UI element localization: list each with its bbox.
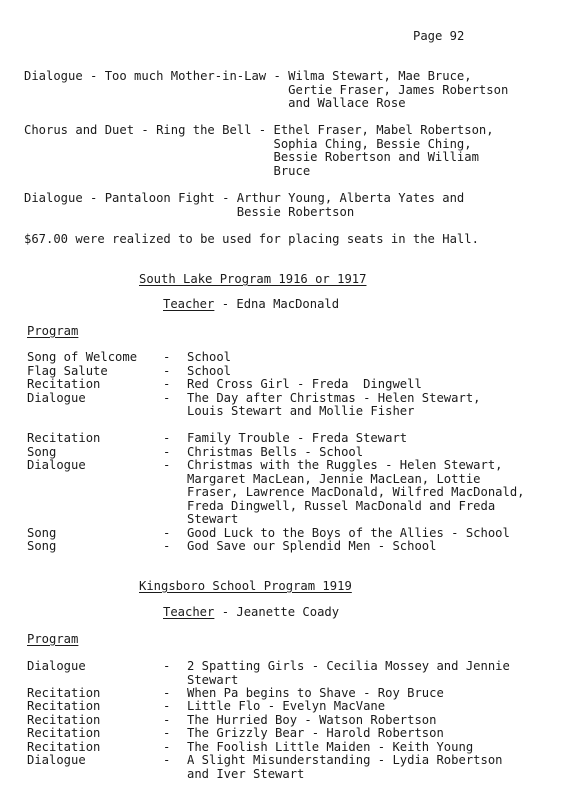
row-category: Recitation: [27, 377, 101, 391]
row-category: Recitation: [27, 431, 101, 445]
row-line: Little Flo - Evelyn MacVane: [187, 699, 386, 713]
program-row: [27, 700, 574, 714]
row-line: The Day after Christmas - Helen Stewart,: [187, 390, 481, 405]
row-category: Song: [27, 539, 57, 553]
entry-line: Bruce: [273, 163, 311, 178]
teacher-label: Teacher: [163, 297, 215, 311]
row-category: Song of Welcome: [27, 350, 138, 364]
program-row: [27, 741, 574, 755]
program-label: Program: [27, 324, 79, 338]
row-line: A Slight Misunderstanding - Lydia Robertson: [187, 753, 503, 767]
program-row: [27, 687, 574, 701]
teacher-label: Teacher: [163, 605, 215, 619]
row-line: When Pa begins to Shave - Roy Bruce: [187, 685, 444, 700]
row-line: The Foolish Little Maiden - Keith Young: [187, 739, 474, 754]
row-dash: -: [163, 539, 171, 553]
row-category: Dialogue: [27, 659, 86, 673]
teacher-line: [163, 298, 339, 312]
row-dash: -: [163, 458, 171, 472]
teacher-name: - Edna MacDonald: [214, 297, 340, 311]
program-row: [27, 459, 574, 527]
row-category: Dialogue: [27, 753, 86, 767]
teacher-name: - Jeanette Coady: [214, 605, 340, 619]
entry-lead: Chorus and Duet - Ring the Bell -: [24, 123, 274, 137]
row-category: Recitation: [27, 685, 101, 700]
row-category: Recitation: [27, 726, 101, 740]
program-row: [27, 540, 574, 554]
program-entry: [24, 192, 570, 219]
page-number: Page 92: [413, 29, 465, 43]
row-dash: -: [163, 753, 171, 767]
row-line: Louis Stewart and Mollie Fisher: [187, 404, 415, 418]
row-category: Dialogue: [27, 390, 86, 405]
row-category: Recitation: [27, 699, 101, 713]
row-dash: -: [163, 739, 171, 754]
program-row: [27, 365, 574, 379]
entry-lead: Dialogue - Pantaloon Fight -: [24, 191, 237, 205]
row-line: Freda Dingwell, Russel MacDonald and Freda: [187, 498, 496, 513]
row-dash: -: [163, 444, 171, 459]
row-line: Fraser, Lawrence MacDonald, Wilfred MacDonald,: [187, 485, 525, 499]
row-line: 2 Spatting Girls - Cecilia Mossey and Jennie: [187, 659, 510, 673]
program-row: [27, 727, 574, 741]
program-row: [27, 378, 574, 392]
row-line: Family Trouble - Freda Stewart: [187, 431, 408, 445]
section-heading-kingsboro: Kingsboro School Program 1919: [139, 579, 352, 593]
row-dash: -: [163, 525, 171, 540]
program-entry: [24, 124, 570, 178]
row-category: Recitation: [27, 739, 101, 754]
program-row: [27, 351, 574, 365]
row-dash: -: [163, 350, 171, 364]
program-row: [27, 527, 574, 541]
row-dash: -: [163, 363, 171, 378]
row-dash: -: [163, 431, 171, 445]
row-line: Stewart: [187, 672, 239, 687]
entry-line: Wilma Stewart, Mae Bruce,: [288, 69, 472, 83]
row-dash: -: [163, 390, 171, 405]
row-line: Christmas Bells - School: [187, 444, 364, 459]
row-line: Stewart: [187, 512, 239, 526]
row-dash: -: [163, 726, 171, 740]
entry-line: Bessie Robertson: [236, 204, 355, 219]
program-row: [27, 392, 574, 419]
row-dash: -: [163, 712, 171, 727]
row-line: School: [187, 350, 232, 364]
program-entry: [24, 70, 570, 111]
row-category: Recitation: [27, 712, 101, 727]
entry-line: Arthur Young, Alberta Yates and: [236, 191, 465, 205]
program-row: [27, 446, 574, 460]
program-row: [27, 432, 574, 446]
row-dash: -: [163, 377, 171, 391]
program-row: [27, 660, 574, 687]
row-category: Dialogue: [27, 458, 86, 472]
program-label: Program: [27, 632, 79, 646]
program-row: [27, 714, 574, 728]
entry-line: Sophia Ching, Bessie Ching,: [273, 136, 472, 151]
row-line: Red Cross Girl - Freda Dingwell: [187, 377, 422, 391]
realized-note: $67.00 were realized to be used for placing seats in the Hall.: [24, 232, 479, 246]
entry-line: Bessie Robertson and William: [273, 150, 479, 164]
section-heading-south-lake: South Lake Program 1916 or 1917: [139, 272, 367, 286]
row-line: The Hurried Boy - Watson Robertson: [187, 712, 437, 727]
entry-line: Ethel Fraser, Mabel Robertson,: [273, 123, 494, 137]
row-line: and Iver Stewart: [187, 766, 305, 781]
row-category: Flag Salute: [27, 363, 108, 378]
row-dash: -: [163, 685, 171, 700]
teacher-line: [163, 606, 339, 620]
entry-line: Gertie Fraser, James Robertson: [288, 82, 509, 97]
program-row: [27, 754, 574, 781]
entry-lead: Dialogue - Too much Mother-in-Law -: [24, 69, 289, 83]
row-dash: -: [163, 659, 171, 673]
row-line: The Grizzly Bear - Harold Robertson: [187, 726, 444, 740]
row-line: Good Luck to the Boys of the Allies - School: [187, 525, 510, 540]
row-category: Song: [27, 444, 57, 459]
row-category: Song: [27, 525, 57, 540]
row-line: Christmas with the Ruggles - Helen Stewart,: [187, 458, 503, 472]
entry-line: and Wallace Rose: [288, 96, 406, 110]
row-line: School: [187, 363, 232, 378]
row-dash: -: [163, 699, 171, 713]
row-line: Margaret MacLean, Jennie MacLean, Lottie: [187, 471, 481, 486]
row-line: God Save our Splendid Men - School: [187, 539, 437, 553]
